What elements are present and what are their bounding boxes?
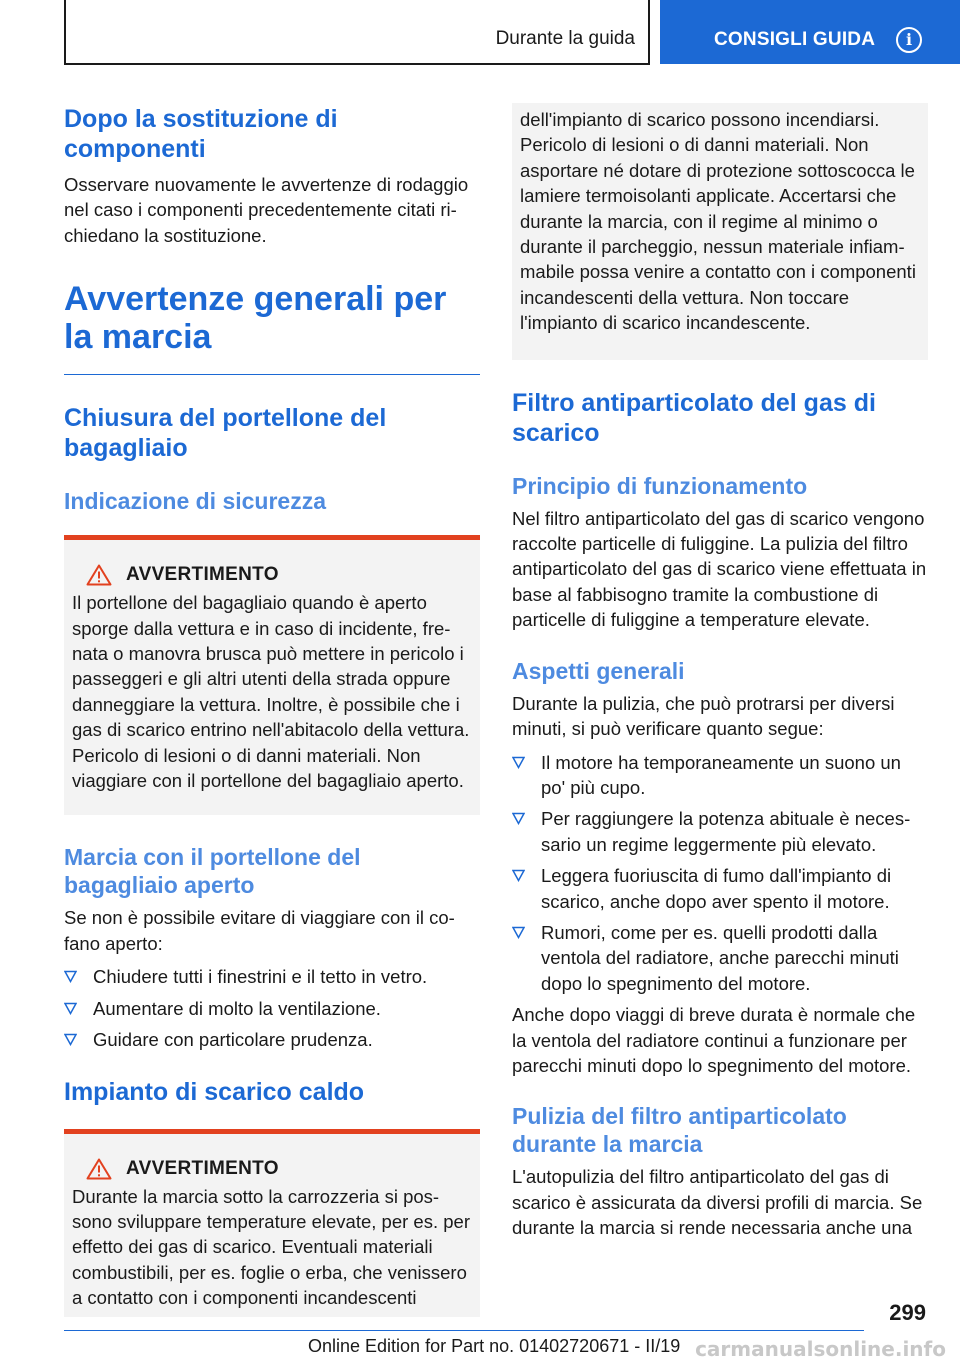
section-title: Durante la guida: [495, 28, 635, 49]
warning-text: Durante la marcia sotto la carrozzeria si possono sviluppare temperature elevate, per es. per effetto dei gas di scarico. Eventuali materiali combustibili, per es. foglie o erba, che venissero a contatto con i componenti incandescenti: [72, 1185, 470, 1309]
info-icon: i: [896, 27, 922, 53]
paragraph-replacement: Osservare nuovamente le avvertenze di rodaggio nel caso i componenti precedentemente citati richiedano la sostituzione.: [64, 174, 469, 246]
watermark: carmanualsonline.info: [695, 1337, 946, 1361]
heading-particulate-filter: Filtro antiparticolato del gas di scarico: [512, 388, 876, 447]
paragraph-trunk-open: Se non è possibile evitare di viaggiare con il cofano aperto:: [64, 907, 455, 954]
list-trunk-open: [64, 964, 480, 1052]
triangle-bullet-icon: [64, 1033, 77, 1046]
edition-note: Online Edition for Part no. 01402720671 - II/19: [308, 1336, 681, 1356]
list-item: Il motore ha temporaneamente un suono un po' più cupo.: [512, 750, 928, 801]
page-number: 299: [889, 1300, 926, 1325]
chapter-tab[interactable]: [660, 0, 960, 64]
warning-box-exhaust: [64, 1129, 480, 1317]
list-item: Rumori, come per es. quelli prodotti dalla ventola del radiatore, anche parecchi minuti dopo lo spegnimento del motore.: [512, 920, 928, 996]
warning-text: Il portellone del bagagliaio quando è aperto sporge dalla vettura e in caso di incidente, frenata o manovra brusca può mettere in pericolo i passeggeri e gli altri utenti della strada oppure danneggiare la vettura. Inoltre, è possibile che i gas di scarico entrino nell'abitacolo della vettura. Pericolo di lesioni o di danni materiali. Non viaggiare con il portellone del bagagliaio aperto.: [72, 592, 470, 792]
triangle-bullet-icon: [512, 869, 525, 882]
warning-triangle-icon: [86, 1158, 112, 1180]
chapter-tab-label: CONSIGLI GUIDA: [714, 29, 876, 50]
triangle-bullet-icon: [512, 812, 525, 825]
header-left-line: [64, 0, 66, 64]
triangle-bullet-icon: [64, 1002, 77, 1015]
footer-rule: [64, 1330, 864, 1331]
subheading-principle: Principio di funzionamento: [512, 472, 808, 499]
triangle-bullet-icon: [64, 970, 77, 983]
subheading-trunk-open: Marcia con il portellone del bagagliaio aperto: [64, 844, 361, 899]
warning-title: AVVERTIMENTO: [126, 564, 279, 586]
left-column: [64, 100, 480, 1317]
paragraph-principle: Nel filtro antiparticolato del gas di scarico vengono raccolte particelle di fuliggine. La pulizia del filtro antiparticolato del gas di scarico viene effettuata in base al fabbisogno tramite la combustione di particelle di fuliggine a temperature elevate.: [512, 507, 927, 631]
heading-replacement: Dopo la sostituzione di componenti: [64, 105, 338, 163]
paragraph-cleaning: L'autopulizia del filtro antiparticolato del gas di scarico è assicurata da diversi profili di marcia. Se durante la marcia si rende necessaria anche una: [512, 1166, 923, 1239]
list-item: Chiudere tutti i finestrini e il tetto in vetro.: [64, 964, 480, 989]
subheading-general: Aspetti generali: [512, 657, 685, 684]
list-general: [512, 750, 928, 997]
header-underline: [64, 63, 650, 65]
header-divider: [648, 0, 650, 64]
list-item: Guidare con particolare prudenza.: [64, 1027, 480, 1052]
right-column: [512, 103, 928, 1241]
paragraph-fan: Anche dopo viaggi di breve durata è normale che la ventola del radiatore continui a funzionare per parecchi minuti dopo lo spegnimento del motore.: [512, 1004, 916, 1076]
paragraph-general: Durante la pulizia, che può protrarsi per diversi minuti, si può verificare quanto segue:: [512, 692, 895, 740]
heading-hot-exhaust: Impianto di scarico caldo: [64, 1077, 365, 1106]
list-item: Leggera fuoriuscita di fumo dall'impianto di scarico, anche dopo aver spento il motore.: [512, 863, 928, 914]
subheading-safety: Indicazione di sicurezza: [64, 488, 327, 515]
list-item: Aumentare di molto la ventilazione.: [64, 996, 480, 1021]
warning-title: AVVERTIMENTO: [126, 1157, 279, 1179]
heading-general-warnings: Avvertenze generali per la marcia: [64, 280, 447, 357]
warning-text: dell'impianto di scarico possono incendiarsi. Pericolo di lesioni o di danni materiali. Non asportare né dotare di protezione sottoscocca le lamiere termoisolanti applicate. Accertarsi che durante la marcia, con il regime al minimo o durante il parcheggio, nessun materiale infiammabile possa venire a contatto con i componenti incandescenti della vettura. Non toccare l'impianto di scarico incandescente.: [520, 109, 916, 334]
warning-box-exhaust-continued: [512, 103, 928, 360]
warning-box-trunk: [64, 535, 480, 815]
triangle-bullet-icon: [512, 926, 525, 939]
subheading-cleaning: Pulizia del filtro antiparticolato durante la marcia: [512, 1103, 847, 1158]
list-item: Per raggiungere la potenza abituale è necessario un regime leggermente più elevato.: [512, 806, 928, 857]
warning-triangle-icon: [86, 564, 112, 586]
heading-trunk-closing: Chiusura del portellone del bagagliaio: [64, 404, 387, 463]
triangle-bullet-icon: [512, 756, 525, 769]
heading-rule: [64, 374, 480, 375]
